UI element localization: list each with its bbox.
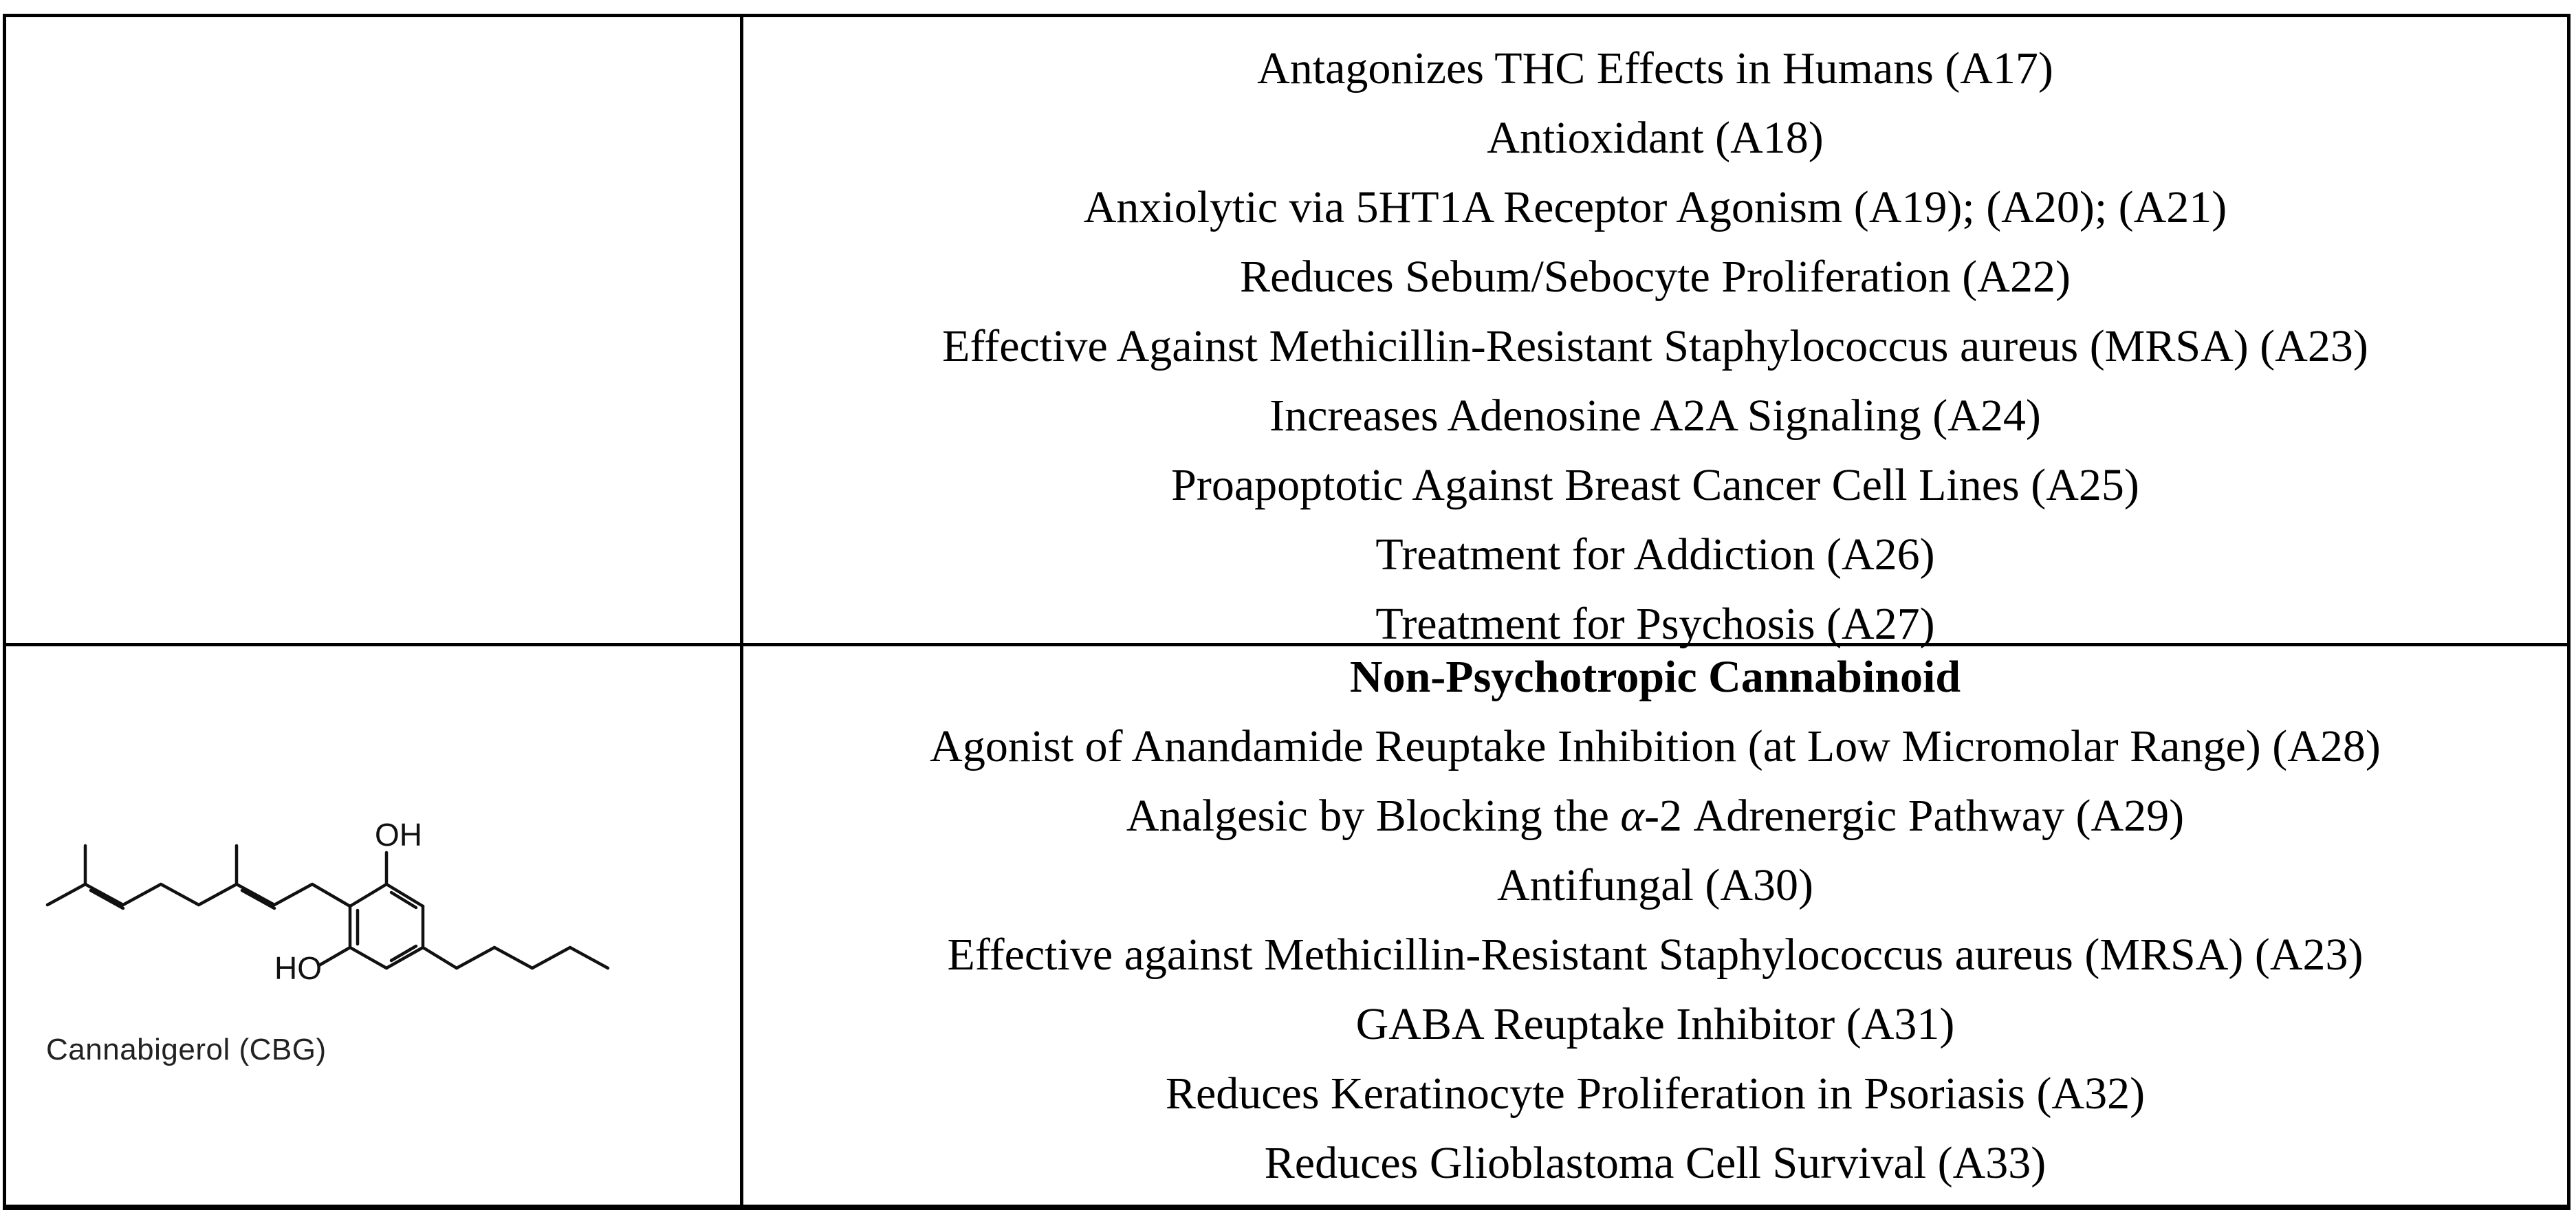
effect-line: Increases Adenosine A2A Signaling (A24) xyxy=(1269,391,2041,441)
effect-line: Agonist of Anandamide Reuptake Inhibition (at Low Micromolar Range) (A28) xyxy=(930,721,2381,771)
effects-list xyxy=(743,642,2567,1198)
category-heading: Non-Psychotropic Cannabinoid xyxy=(1349,652,1961,702)
effect-line: Effective Against Methicillin-Resistant Staphylococcus aureus (MRSA) (A23) xyxy=(942,321,2368,371)
hydroxyl-label-bottom: HO xyxy=(274,950,322,982)
effects-list xyxy=(743,34,2567,659)
structure-cell-empty xyxy=(6,17,743,643)
effect-line: Treatment for Psychosis (A27) xyxy=(1375,599,1935,649)
effect-line: Anxiolytic via 5HT1A Receptor Agonism (A19); (A20); (A21) xyxy=(1083,182,2227,232)
effects-cell xyxy=(743,17,2567,649)
effect-line: Antifungal (A30) xyxy=(1496,860,1814,910)
effect-line: Antagonizes THC Effects in Humans (A17) xyxy=(1257,43,2053,94)
cannabinoid-table xyxy=(3,14,2570,1210)
effect-line: GABA Reuptake Inhibitor (A31) xyxy=(1355,999,1955,1049)
hydroxyl-label-top: OH xyxy=(375,817,422,853)
effect-line: Reduces Sebum/Sebocyte Proliferation (A22) xyxy=(1240,252,2071,302)
effect-line: Antioxidant (A18) xyxy=(1487,113,1824,163)
alpha-symbol: α xyxy=(1620,791,1645,841)
effect-line: Reduces Glioblastoma Cell Survival (A33) xyxy=(1264,1138,2046,1188)
table-row xyxy=(6,643,2567,1205)
table-row xyxy=(6,17,2567,649)
effect-line-prefix: Analgesic by Blocking the xyxy=(1126,791,1621,841)
effect-line: Reduces Keratinocyte Proliferation in Psoriasis (A32) xyxy=(1165,1068,2146,1119)
effect-line: Proapoptotic Against Breast Cancer Cell Lines (A25) xyxy=(1171,460,2139,510)
effect-line xyxy=(743,781,2567,851)
effect-line: Effective against Methicillin-Resistant Staphylococcus aureus (MRSA) (A23) xyxy=(947,930,2364,980)
effect-line-suffix: -2 Adrenergic Pathway (A29) xyxy=(1644,791,2185,841)
molecule-name: Cannabigerol (CBG) xyxy=(46,1033,327,1066)
structure-cell xyxy=(6,646,743,1205)
effects-cell xyxy=(743,646,2567,1205)
cbg-structure-diagram xyxy=(41,803,728,982)
effect-line: Treatment for Addiction (A26) xyxy=(1375,529,1935,580)
